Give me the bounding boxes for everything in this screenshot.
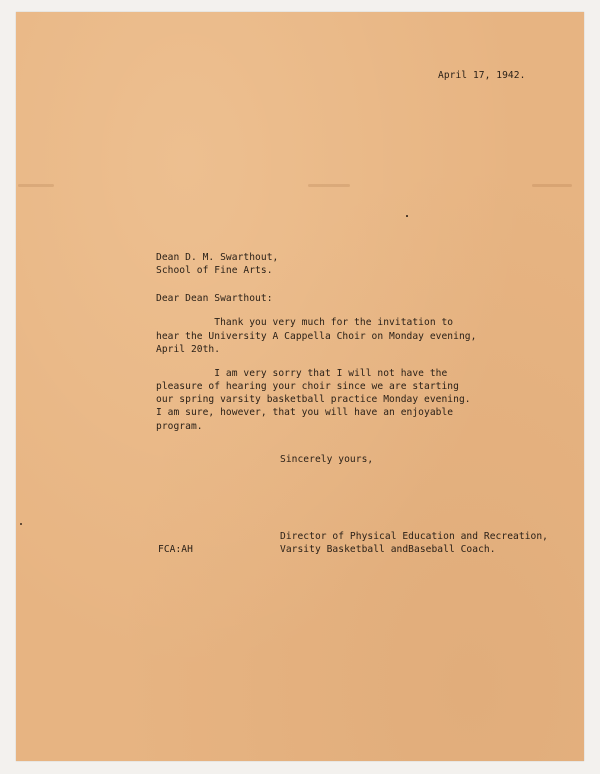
salutation: Dear Dean Swarthout:	[156, 293, 273, 304]
signature-title-1: Director of Physical Education and Recreation,	[280, 531, 548, 542]
fold-mark-center	[308, 184, 350, 187]
paragraph-2-line: I am very sorry that I will not have the	[156, 368, 448, 379]
typist-initials: FCA:AH	[158, 544, 193, 555]
fold-mark-right	[532, 184, 572, 187]
signature-title-2: Varsity Basketball andBaseball Coach.	[280, 544, 496, 555]
paragraph-1-line: Thank you very much for the invitation to	[156, 317, 454, 328]
letter-date: April 17, 1942.	[438, 70, 526, 81]
paragraph-2-line: I am sure, however, that you will have an enjoyable	[156, 407, 454, 418]
letter-page	[16, 12, 584, 761]
ink-speck	[20, 523, 22, 525]
closing: Sincerely yours,	[280, 454, 374, 465]
paragraph-2-line: our spring varsity basketball practice Monday evening.	[156, 394, 471, 405]
paragraph-2-line: pleasure of hearing your choir since we are starting	[156, 381, 459, 392]
fold-mark-left	[18, 184, 54, 187]
paragraph-2-line: program.	[156, 421, 203, 432]
recipient-department: School of Fine Arts.	[156, 265, 273, 276]
paragraph-1-line: hear the University A Cappella Choir on Monday evening,	[156, 331, 477, 342]
paragraph-1-line: April 20th.	[156, 344, 221, 355]
ink-speck	[406, 215, 408, 217]
recipient-name: Dean D. M. Swarthout,	[156, 252, 279, 263]
